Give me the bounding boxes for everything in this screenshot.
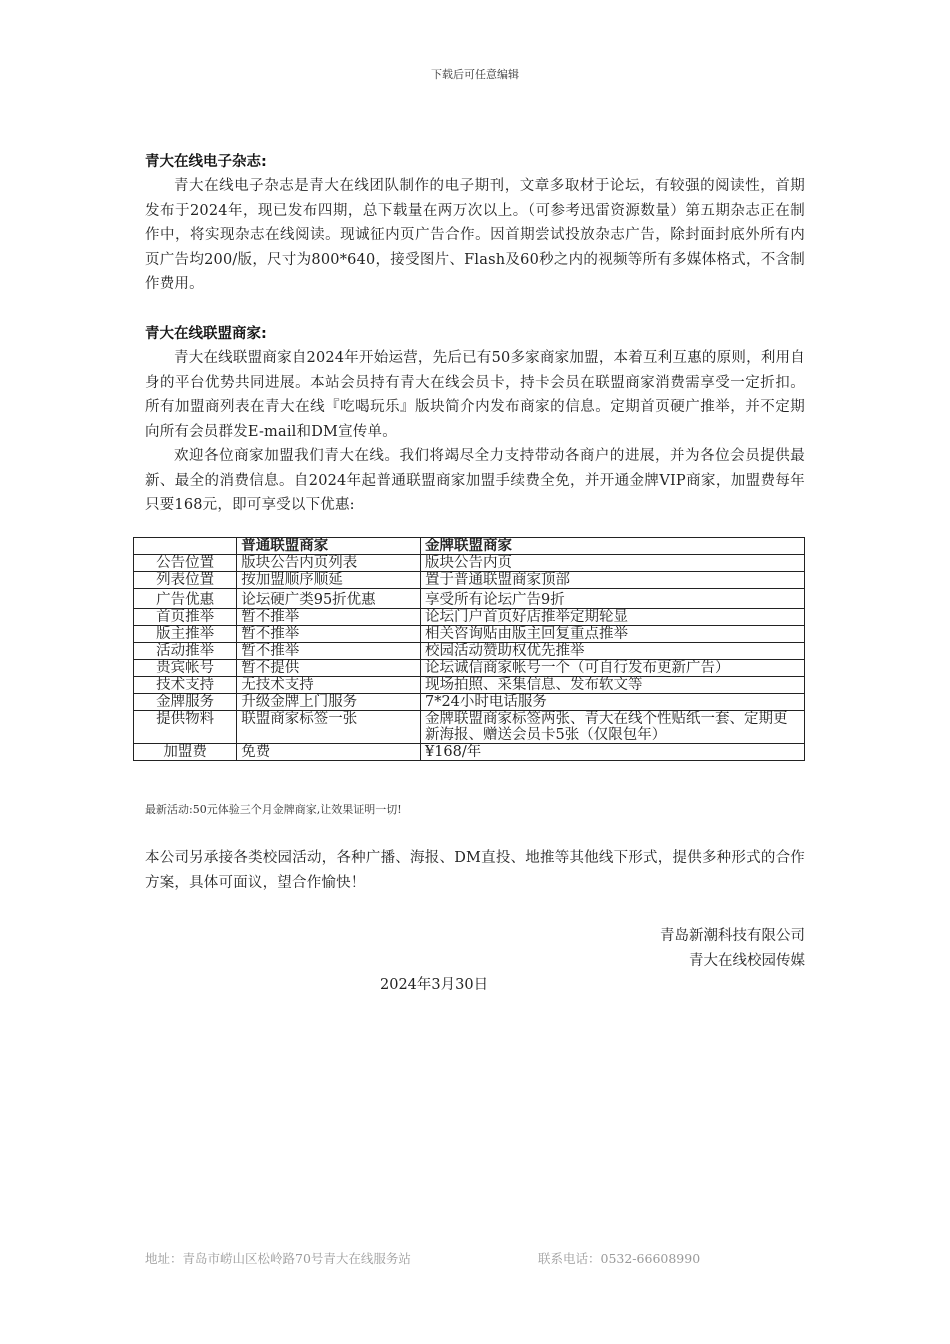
header-note: 下载后可任意编辑: [431, 68, 519, 81]
gold-cell: 校园活动赞助权优先推举: [420, 643, 804, 660]
regular-cell: 版块公告内页列表: [237, 555, 421, 572]
gold-cell: 金牌联盟商家标签两张、青大在线个性贴纸一套、定期更新海报、赠送会员卡5张（仅限包年）: [420, 711, 804, 744]
header-cell-regular: 普通联盟商家: [237, 538, 421, 555]
row-label: 提供物料: [134, 711, 237, 744]
table-header-row: [134, 538, 805, 555]
table-row: [134, 643, 805, 660]
table-row: [134, 694, 805, 711]
magazine-title: 青大在线电子杂志:: [145, 154, 267, 170]
alliance-title: 青大在线联盟商家:: [145, 326, 267, 342]
footer-phone: 联系电话：0532-66608990: [538, 1251, 701, 1266]
row-label: 加盟费: [134, 744, 237, 761]
regular-cell: 无技术支持: [237, 677, 421, 694]
regular-cell: 论坛硬广类95折优惠: [237, 589, 421, 609]
row-label: 活动推举: [134, 643, 237, 660]
gold-cell: 7*24小时电话服务: [420, 694, 804, 711]
row-label: 贵宾帐号: [134, 660, 237, 677]
gold-cell: 享受所有论坛广告9折: [420, 589, 804, 609]
row-label: 公告位置: [134, 555, 237, 572]
table-row: [134, 711, 805, 744]
magazine-section: [145, 150, 805, 297]
regular-cell: 暂不推举: [237, 643, 421, 660]
row-label: 版主推举: [134, 626, 237, 643]
table-row: [134, 555, 805, 572]
regular-cell: 联盟商家标签一张: [237, 711, 421, 744]
gold-cell: 论坛门户首页好店推举定期轮显: [420, 609, 804, 626]
table-row: [134, 572, 805, 589]
gold-cell: 现场拍照、采集信息、发布软文等: [420, 677, 804, 694]
regular-cell: 暂不推举: [237, 609, 421, 626]
regular-cell: 暂不推举: [237, 626, 421, 643]
footer-address: 地址：青岛市崂山区松岭路70号青大在线服务站: [145, 1251, 411, 1266]
promo-note: 最新活动:50元体验三个月金牌商家,让效果证明一切!: [145, 803, 402, 816]
gold-cell: 版块公告内页: [420, 555, 804, 572]
row-label: 首页推举: [134, 609, 237, 626]
closing-section: [145, 846, 805, 895]
magazine-paragraph: 青大在线电子杂志是青大在线团队制作的电子期刊，文章多取材于论坛，有较强的阅读性，首期发布于2024年，现已发布四期，总下载量在两万次以上。（可参考迅雷资源数量）第五期杂志正在制作中，将实现杂志在线阅读。现诚征内页广告合作。因首期尝试投放杂志广告，除封面封底外所有内页广告均200/版，尺寸为800*640，接受图片、Flash及60秒之内的视频等所有多媒体格式，不含制作费用。: [145, 178, 805, 292]
gold-cell: 相关咨询贴由版主回复重点推举: [420, 626, 804, 643]
gold-cell: ¥168/年: [420, 744, 804, 761]
table-row: [134, 744, 805, 761]
header-cell-gold: 金牌联盟商家: [420, 538, 804, 555]
gold-cell: 置于普通联盟商家顶部: [420, 572, 804, 589]
closing-paragraph: 本公司另承接各类校园活动，各种广播、海报、DM直投、地推等其他线下形式，提供多种形式的合作方案，具体可面议，望合作愉快！: [145, 850, 805, 891]
row-label: 广告优惠: [134, 589, 237, 609]
table-row: [134, 589, 805, 609]
alliance-paragraph-2: 欢迎各位商家加盟我们青大在线。我们将竭尽全力支持带动各商户的进展，并为各位会员提供最新、最全的消费信息。自2024年起普通联盟商家加盟手续费全免，并开通金牌VIP商家，加盟费每年只要168元，即可享受以下优惠:: [145, 448, 805, 513]
table-row: [134, 609, 805, 626]
regular-cell: 暂不提供: [237, 660, 421, 677]
signature-company: 青岛新潮科技有限公司: [660, 928, 805, 944]
regular-cell: 按加盟顺序顺延: [237, 572, 421, 589]
signature-media: 青大在线校园传媒: [689, 953, 805, 969]
alliance-section: [145, 322, 805, 518]
table-row: [134, 660, 805, 677]
table-row: [134, 677, 805, 694]
comparison-table: [133, 537, 805, 761]
row-label: 技术支持: [134, 677, 237, 694]
table-row: [134, 626, 805, 643]
gold-cell: 论坛诚信商家帐号一个（可自行发布更新广告）: [420, 660, 804, 677]
signature-date: 2024年3月30日: [380, 977, 489, 993]
alliance-paragraph-1: 青大在线联盟商家自2024年开始运营，先后已有50多家商家加盟，本着互利互惠的原则，利用自身的平台优势共同进展。本站会员持有青大在线会员卡，持卡会员在联盟商家消费需享受一定折扣。所有加盟商列表在青大在线『吃喝玩乐』版块简介内发布商家的信息。定期首页硬广推举，并不定期向所有会员群发E-mail和DM宣传单。: [145, 350, 805, 440]
header-cell-blank: [134, 538, 237, 555]
row-label: 金牌服务: [134, 694, 237, 711]
regular-cell: 升级金牌上门服务: [237, 694, 421, 711]
regular-cell: 免费: [237, 744, 421, 761]
row-label: 列表位置: [134, 572, 237, 589]
